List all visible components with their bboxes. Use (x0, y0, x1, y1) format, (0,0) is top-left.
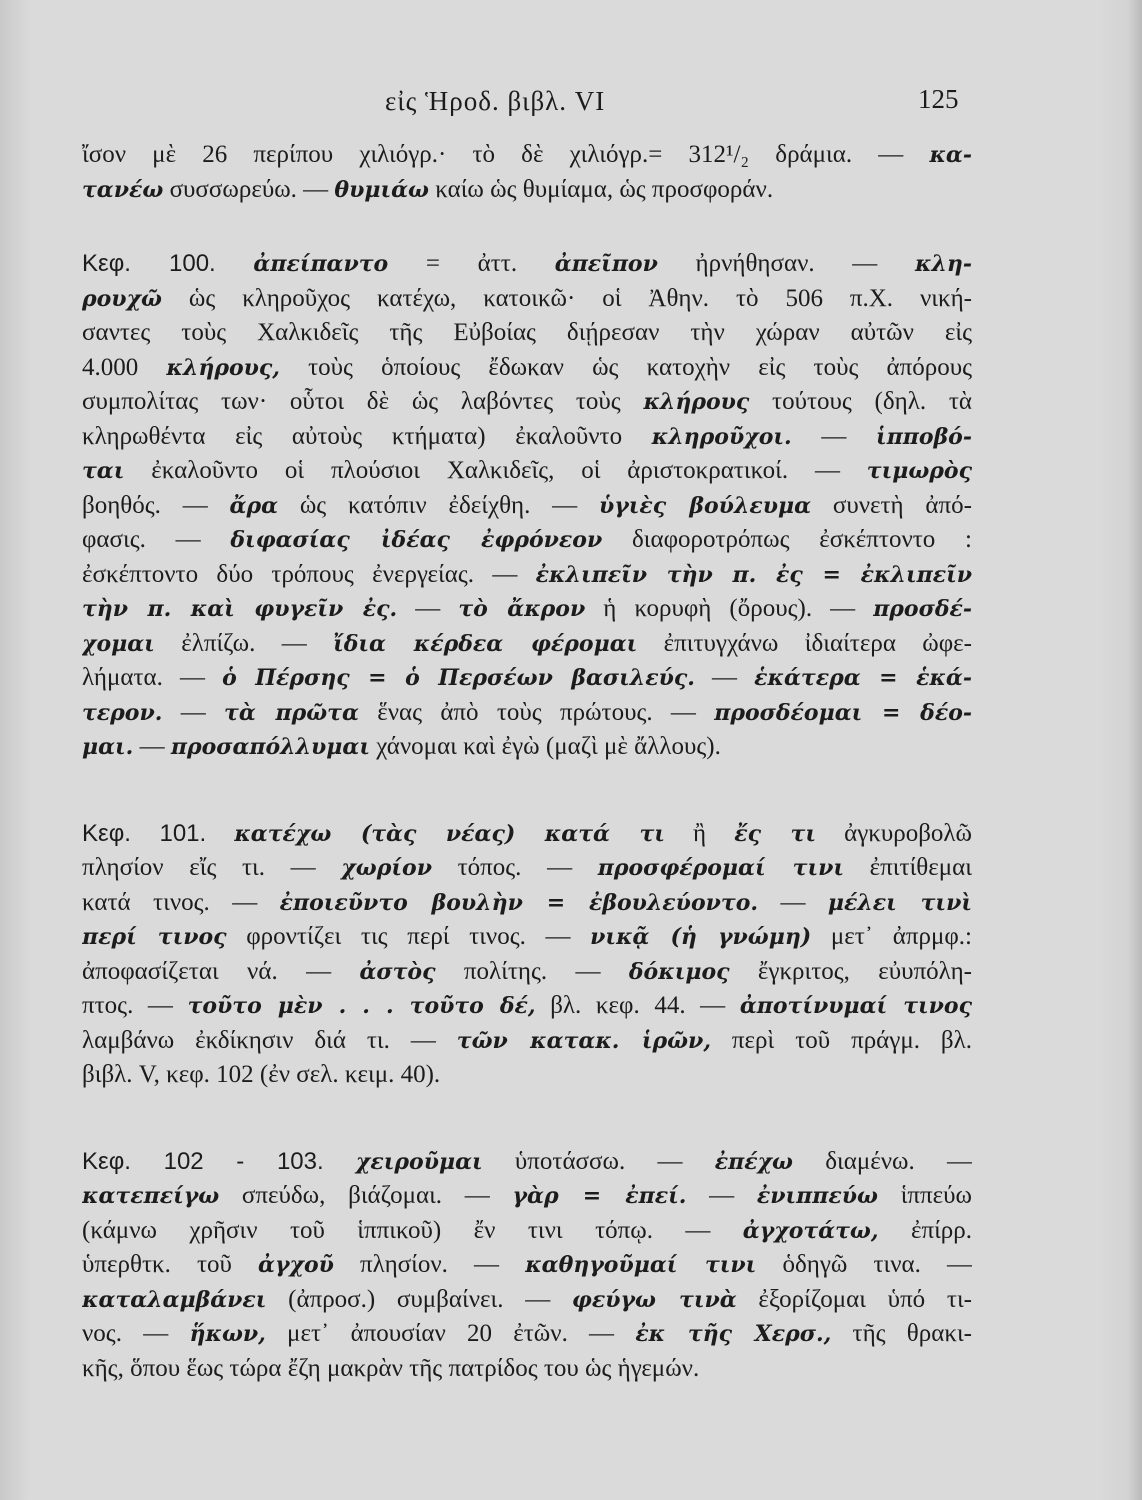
gloss-text: — (397, 595, 459, 622)
gloss-text: περὶ τοῦ πράγμ. βλ. (710, 1026, 972, 1054)
gloss-text: κληρωθέντα εἰς αὐτοὺς κτήματα) ἐκαλοῦντο (82, 422, 652, 450)
lemma-term: διφασίας ἰδέας ἐφρόνεον (230, 527, 603, 553)
chapter-heading: Κεφ. 100. (82, 250, 216, 277)
text-line (82, 1058, 972, 1093)
gloss-text: ἐλπίζω. — (154, 629, 334, 657)
lemma-term: μέλει τινὶ (827, 889, 972, 916)
gloss-text: — (686, 1182, 757, 1209)
gloss-text: φροντίζει τις περί τινος. — (226, 923, 591, 950)
gloss-text: τῆς θρακι- (831, 1320, 972, 1347)
lemma-term: ἐποιεῦντο βουλὴν = ἐβουλεύοντο. (279, 889, 759, 916)
gloss-text: λαμβάνω ἐκδίκησιν διά τι. — (82, 1026, 457, 1054)
gloss-text: καίω ὡς θυμίαμα, ὡς προσφοράν. (428, 175, 774, 203)
gloss-text: ἐκαλοῦντο οἱ πλούσιοι Χαλκιδεῖς, οἱ ἀριστοκρατικοί. — (124, 457, 867, 484)
gloss-text: 4.000 (82, 353, 167, 381)
text-line (82, 696, 972, 731)
chapter-heading: Κεφ. 101. (82, 819, 207, 847)
lemma-term: μαι. (82, 734, 134, 760)
text-line (82, 592, 972, 627)
gloss-text: ὑπερθτκ. τοῦ (82, 1251, 259, 1278)
lemma-term: θυμιάω (334, 176, 429, 203)
lemma-term: περί τινος (82, 924, 227, 950)
lemma-term: κατεπείγω (82, 1183, 220, 1209)
text-line (82, 661, 972, 696)
lemma-term: κλήρους, (166, 354, 280, 381)
gloss-text: ἔγκριτος, εὐυπόλη- (729, 957, 972, 985)
gloss-text: ὡς κατόπιν ἐδείχθη. — (278, 491, 599, 519)
lemma-term: ἐπέχω (714, 1148, 793, 1175)
text-line (82, 316, 972, 351)
gloss-text: ἠρνήθησαν. — (657, 250, 915, 277)
lemma-term: προσαπόλλυμαι (170, 734, 370, 760)
gloss-text: συμπολίτας των· οὗτοι δὲ ὡς λαβόντες τοὺς (82, 388, 644, 415)
gloss-text: συσσωρεύω. — (163, 175, 335, 203)
lemma-term: προσδέομαι = δέο- (714, 699, 972, 726)
lemma-term: τὴν π. καὶ φυγεῖν ἐς. (82, 596, 398, 622)
gloss-text: ἕνας ἀπὸ τοὺς πρώτους. — (358, 698, 715, 726)
text-line (82, 627, 972, 662)
page-number: 125 (918, 84, 959, 114)
gloss-text: ἀγκυροβολῶ (815, 819, 972, 847)
gloss-text: χάνομαι καὶ ἐγὼ (μαζὶ μὲ ἄλλους). (369, 733, 721, 760)
lemma-term: ἀπεῖπον (554, 251, 658, 277)
text-line (82, 1024, 972, 1059)
lemma-term: κατέχω (τὰς νέας) κατά τι (234, 820, 665, 847)
gloss-text: ἢ (664, 819, 735, 847)
chapter-100-paragraph (82, 247, 972, 765)
lemma-term: κλήρους (643, 389, 750, 415)
lemma-term: κλη- (914, 251, 972, 277)
gloss-text: — (758, 888, 828, 916)
lemma-term: τιμωρὸς (866, 458, 972, 484)
lemma-term: ἑκάτερα = ἑκά- (754, 665, 972, 691)
lemma-term: ἄρα (229, 492, 279, 519)
gloss-text: — (133, 733, 171, 760)
gloss-text: μετ᾿ ἀπρμφ.: (811, 923, 972, 950)
lemma-term: ἱπποβό- (876, 423, 972, 450)
lemma-term: χωρίον (341, 855, 432, 881)
gloss-text: φασις. — (82, 526, 231, 553)
lemma-term: καταλαμβάνει (82, 1286, 267, 1313)
lemma-term: ἐκ τῆς Χερσ., (635, 1321, 832, 1347)
lemma-term: δόκιμος (628, 958, 730, 985)
text-line (82, 454, 972, 489)
lemma-term: τερον. (82, 699, 163, 726)
text-line (82, 1248, 972, 1283)
text-line (82, 1283, 972, 1318)
lemma-term: τοῦτο μὲν . . . τοῦτο δέ, (187, 993, 536, 1019)
lemma-term: τὸ ἄκρον (458, 596, 586, 622)
text-line (82, 1214, 972, 1249)
text-line (82, 920, 972, 955)
gloss-text (206, 820, 234, 847)
lemma-term: ἀπείπαντο (253, 251, 389, 277)
lemma-term: ἀστὸς (359, 958, 436, 985)
gloss-text: ἐπιτυγχάνω ἰδιαίτερα ὠφε- (637, 629, 972, 657)
text-line (82, 247, 972, 282)
lemma-term: φεύγω τινὰ (571, 1286, 737, 1313)
gloss-text: κατά τινος. — (82, 888, 280, 916)
lemma-term: τῶν κατακ. ἱρῶν, (456, 1027, 711, 1054)
gloss-text: (ἀπροσ.) συμβαίνει. — (266, 1285, 572, 1313)
lemma-term: ὁ Πέρσης = ὁ Περσέων βασιλεύς. (222, 665, 695, 691)
text-line (82, 730, 972, 765)
text-line (82, 558, 972, 593)
lemma-term: ται (82, 458, 125, 484)
gloss-text (324, 1148, 356, 1175)
lemma-term: τανέω (82, 176, 164, 203)
text-line (82, 282, 972, 317)
gloss-text: ἡ κορυφὴ (ὄρους). — (585, 595, 874, 622)
lemma-term: ἐνιππεύω (756, 1183, 878, 1209)
lemma-term: ἥκων, (189, 1321, 266, 1347)
text-line (82, 817, 972, 852)
lemma-term: ἔς τι (734, 820, 816, 847)
gloss-text: — (162, 698, 225, 726)
text-line (82, 1145, 972, 1180)
lemma-term: ἴδια κέρδεα φέρομαι (333, 630, 638, 657)
text-line (82, 1179, 972, 1214)
chapter-101-paragraph (82, 817, 972, 1093)
gloss-text: διαμένω. — (793, 1147, 972, 1175)
gloss-text: ἐπίρρ. (878, 1216, 972, 1244)
gloss-text: βλ. κεφ. 44. — (535, 992, 740, 1019)
text-line (82, 420, 972, 455)
gloss-text: ἴσον μὲ 26 περίπου χιλιόγρ.· τὸ δὲ χιλιόγρ.= 312¹/₂ δράμια. — (82, 141, 930, 168)
text-line (82, 173, 972, 208)
lemma-term: ἀγχοτάτω, (742, 1217, 879, 1244)
gloss-text: ἐξορίζομαι ὑπό τι- (736, 1285, 972, 1313)
gloss-text: ἱππεύω (877, 1182, 972, 1209)
gloss-text: ὑποτάσσω. — (482, 1147, 715, 1175)
text-line (82, 886, 972, 921)
gloss-text: πλησίον. — (333, 1251, 526, 1278)
lemma-term: κα- (929, 142, 972, 168)
lemma-term: χομαι (82, 630, 155, 657)
gloss-text: κῆς, ὅπου ἕως τώρα ἔζη μακρὰν τῆς πατρίδος του ὡς ἡγεμών. (82, 1354, 700, 1382)
gloss-text: ἐσκέπτοντο δύο τρόπους ἐνεργείας. — (82, 560, 536, 588)
gloss-text: σαντες τοὺς Χαλκιδεῖς τῆς Εὐβοίας διῄρεσαν τὴν χώραν αὐτῶν εἰς (82, 319, 972, 346)
text-line (82, 955, 972, 990)
gloss-text: — (791, 422, 877, 450)
gloss-text: τόπος. — (431, 854, 598, 881)
lemma-term: ὑγιὲς βούλευμα (598, 492, 812, 519)
lemma-term: ἀποτίνυμαί τινος (739, 993, 972, 1019)
lemma-term: νικᾷ (ἡ γνώμη) (590, 924, 812, 950)
gloss-text: νος. — (82, 1320, 190, 1347)
gloss-text: — (694, 664, 755, 691)
gloss-text: πλησίον εἴς τι. — (82, 854, 342, 881)
gloss-text: (κάμνω χρῆσιν τοῦ ἱππικοῦ) ἔν τινι τόπῳ. — (82, 1216, 743, 1244)
text-line (82, 851, 972, 886)
gloss-text: μετ᾿ ἀπουσίαν 20 ἐτῶν. — (265, 1320, 636, 1347)
gloss-text: ἀποφασίζεται νά. — (82, 957, 360, 985)
gloss-text: ὡς κληροῦχος κατέχω, κατοικῶ· οἱ Ἀθην. τὸ 506 π.Χ. νική- (162, 284, 972, 312)
gloss-text: βιβλ. V, κεφ. 102 (ἐν σελ. κειμ. 40). (82, 1061, 441, 1088)
text-line (82, 489, 972, 524)
text-line (82, 138, 972, 173)
gloss-text (216, 250, 254, 277)
lemma-term: προσδέ- (873, 596, 972, 622)
text-line (82, 1317, 972, 1352)
intro-paragraph (82, 138, 972, 207)
gloss-text: τούτους (δηλ. τὰ (749, 388, 972, 415)
gloss-text: ὁδηγῶ τινα. — (756, 1251, 972, 1278)
gloss-text: βοηθός. — (82, 491, 230, 519)
text-line (82, 523, 972, 558)
text-line (82, 385, 972, 420)
lemma-term: ἀγχοῦ (258, 1252, 334, 1278)
lemma-term: κληροῦχοι. (651, 423, 792, 450)
lemma-term: γὰρ = ἐπεί. (512, 1183, 687, 1209)
gloss-text: πτος. — (82, 992, 188, 1019)
gloss-text: πολίτης. — (435, 957, 629, 985)
text-line (82, 1352, 972, 1387)
lemma-term: τὰ πρῶτα (224, 699, 359, 726)
chapter-102-103-paragraph (82, 1145, 972, 1387)
running-head: εἰς Ἡροδ. βιβλ. VI (385, 86, 606, 116)
text-line (82, 989, 972, 1024)
lemma-term: προσφέρομαί τινι (597, 855, 845, 881)
chapter-heading: Κεφ. 102 - 103. (82, 1147, 324, 1175)
gloss-text: συνετὴ ἀπό- (811, 491, 972, 519)
gloss-text: διαφοροτρόπως ἐσκέπτοντο : (602, 526, 972, 553)
gloss-text: λήματα. — (82, 664, 223, 691)
text-line (82, 351, 972, 386)
gloss-text: σπεύδω, βιάζομαι. — (219, 1182, 513, 1209)
lemma-term: χειροῦμαι (355, 1148, 483, 1175)
lemma-term: ἐκλιπεῖν τὴν π. ἐς = ἐκλιπεῖν (535, 561, 972, 588)
gloss-text: = ἀττ. (388, 250, 555, 277)
commentary-text (82, 138, 972, 1386)
lemma-term: ρουχῶ (82, 285, 162, 312)
gloss-text: τοὺς ὁποίους ἔδωκαν ὡς κατοχὴν εἰς τοὺς ἀπόρους (279, 353, 972, 381)
lemma-term: καθηγοῦμαί τινι (525, 1252, 757, 1278)
gloss-text: ἐπιτίθεμαι (844, 854, 972, 881)
